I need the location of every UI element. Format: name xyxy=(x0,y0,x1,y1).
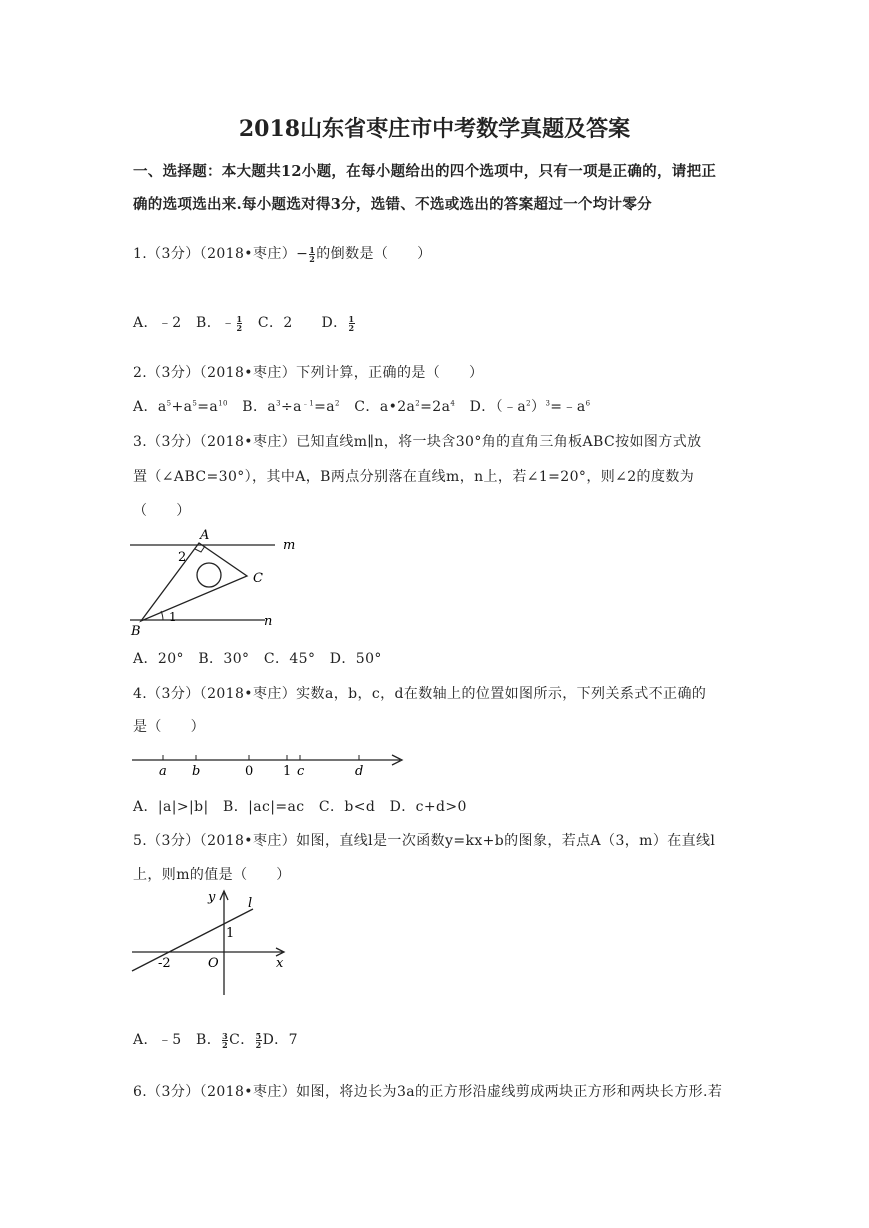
label-a: a xyxy=(159,764,167,779)
question-3-line2: 置（∠ABC=30°），其中A，B两点分别落在直线m，n上，若∠1=20°，则∠2的度数为 xyxy=(133,469,695,485)
label-x: x xyxy=(276,956,284,971)
question-3-figure xyxy=(125,525,305,640)
label-c: c xyxy=(297,764,305,779)
label-c: C xyxy=(253,571,263,586)
question-1-stem xyxy=(133,243,431,263)
triangle-abc xyxy=(141,543,247,621)
question-4-line2: 是（ ） xyxy=(133,719,205,735)
question-1-options: A．﹣2 B．﹣ $\frac{1}{2}$ C．2 D． $\frac{1}{2}$ xyxy=(133,313,355,333)
question-5-options: A．﹣5 B． $\frac{3}{2}$ C． $\frac{5}{2}$ D．7 xyxy=(133,1030,298,1050)
page-title: 2018山东省枣庄市中考数学真题及答案 xyxy=(238,116,631,142)
section-heading-line1: 一、选择题：本大题共12小题，在每小题给出的四个选项中，只有一项是正确的，请把正 xyxy=(133,163,717,180)
label-n: n xyxy=(264,614,273,629)
q1-fraction: $\frac{1}{2}$ xyxy=(309,244,316,264)
question-3-options: A．20° B．30° C．45° D．50° xyxy=(133,651,382,667)
label-l: l xyxy=(248,896,253,911)
question-5-graph xyxy=(128,885,298,1000)
triangle-hole xyxy=(197,563,221,587)
q1-stem-tail: 的倒数是（ ） xyxy=(316,246,432,262)
question-4-number-line xyxy=(128,748,413,780)
label-b: B xyxy=(131,624,141,639)
q1-stem-text: 1.（3分）（2018•枣庄）− xyxy=(133,246,309,262)
label-one: 1 xyxy=(283,764,292,779)
label-neg2: -2 xyxy=(158,956,171,971)
label-a: A xyxy=(200,528,210,543)
question-6-line1: 6.（3分）（2018•枣庄）如图，将边长为3a的正方形沿虚线剪成两块正方形和两块长方形.若 xyxy=(133,1084,723,1100)
question-4-options: A．|a|>|b| B．|ac|=ac C．b<d D．c+d>0 xyxy=(133,799,467,815)
line-l xyxy=(132,909,253,971)
label-origin: O xyxy=(208,956,219,971)
label-b: b xyxy=(192,764,201,779)
question-5-line1: 5.（3分）（2018•枣庄）如图，直线l是一次函数y=kx+b的图象，若点A（3，m）在直线l xyxy=(133,833,716,849)
question-2-stem: 2.（3分）（2018•枣庄）下列计算，正确的是（ ） xyxy=(133,365,484,381)
label-d: d xyxy=(355,764,364,779)
question-4-line1: 4.（3分）（2018•枣庄）实数a，b，c，d在数轴上的位置如图所示，下列关系式不正确的 xyxy=(133,686,707,702)
section-heading-line2: 确的选项选出来.每小题选对得3分，选错、不选或选出的答案超过一个均计零分 xyxy=(133,196,652,213)
question-5-line2: 上，则m的值是（ ） xyxy=(133,867,291,883)
question-3-line1: 3.（3分）（2018•枣庄）已知直线m∥n，将一块含30°角的直角三角板ABC按如图方式放 xyxy=(133,434,702,450)
question-2-options: A．$a^5+a^5=a^{10}$ B．$a^3\div a^{﹣1}=a^2$ C．$a•2a^2=2a^4$ D．$(﹣a^2)^3=﹣a^6$ xyxy=(133,399,591,415)
label-m: m xyxy=(283,538,296,553)
question-3-line3: （ ） xyxy=(133,503,191,519)
label-angle-1: 1 xyxy=(169,610,177,624)
label-one: 1 xyxy=(226,926,235,941)
label-y: y xyxy=(208,890,216,905)
label-angle-2: 2 xyxy=(178,550,187,565)
label-zero: 0 xyxy=(245,764,254,779)
